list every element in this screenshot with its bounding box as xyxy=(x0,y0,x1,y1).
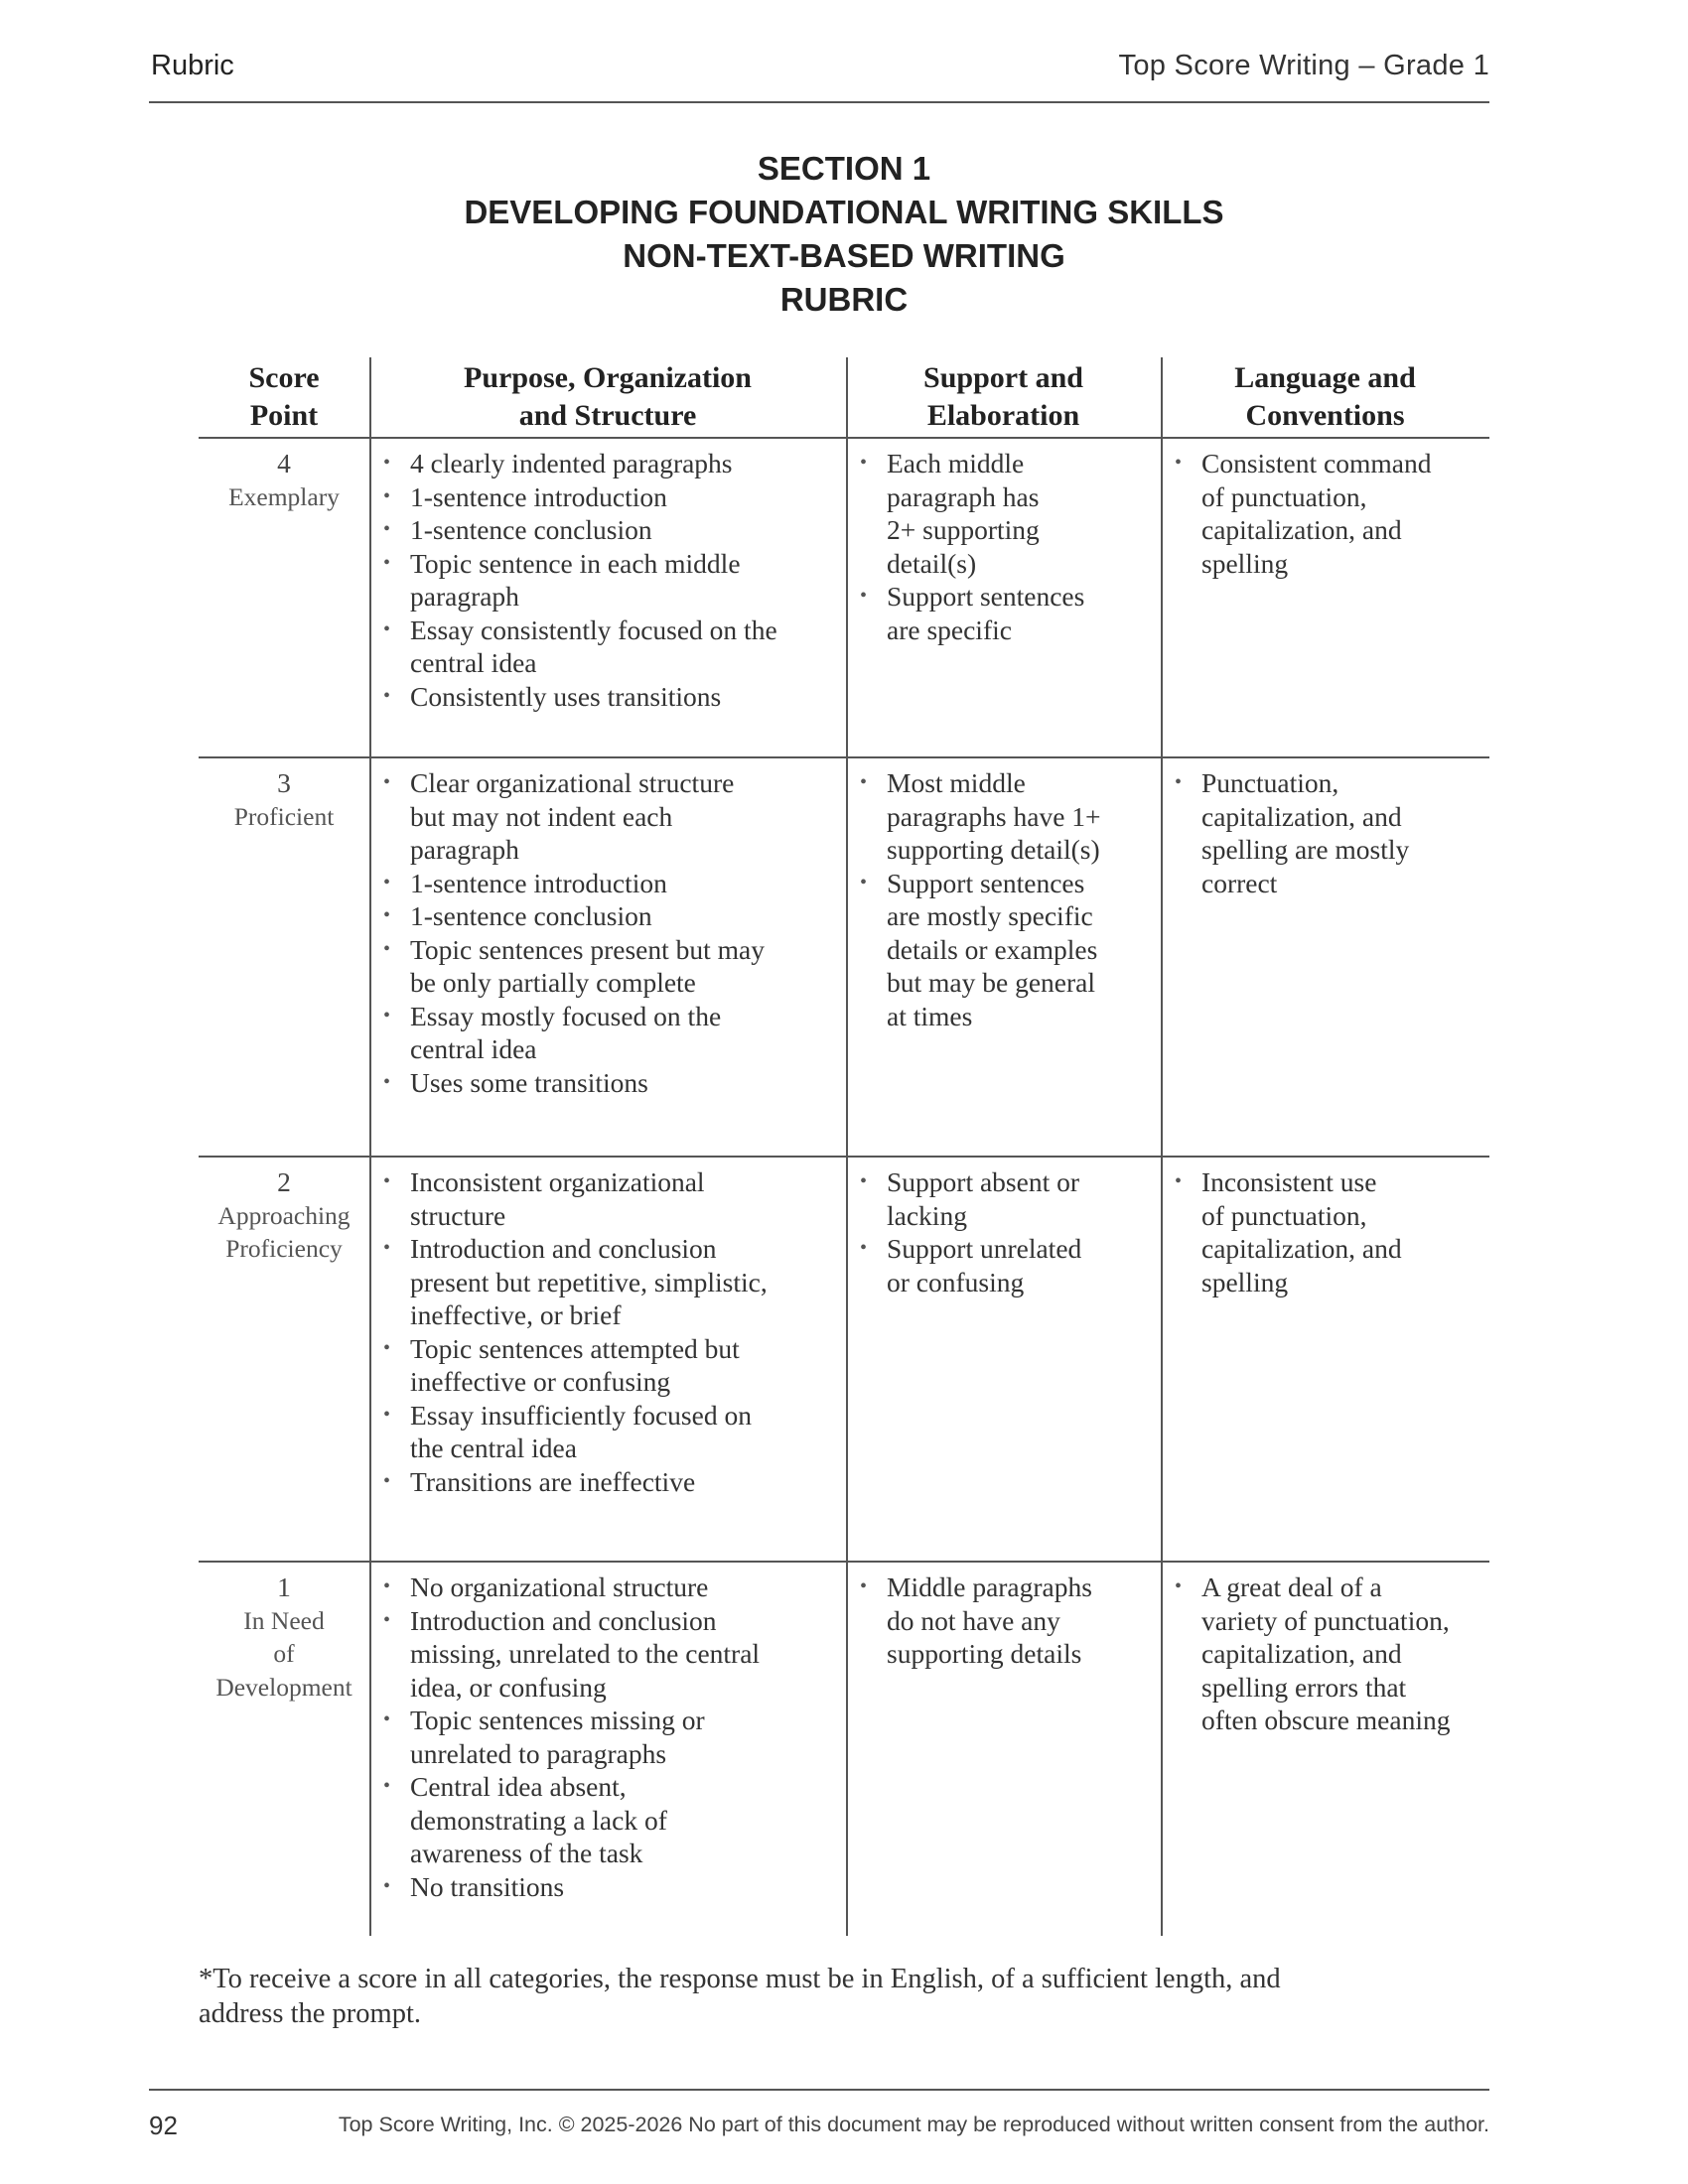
bullet-item: • Introduction and conclusion missing, unrelated to the central idea, or confusing xyxy=(410,1604,836,1705)
language-cell xyxy=(1161,1561,1489,1936)
bullet-item: • Consistently uses transitions xyxy=(410,680,836,714)
support-cell xyxy=(846,1561,1161,1936)
score-number: 2 xyxy=(277,1166,291,1197)
header-purpose: Purpose, Organization and Structure xyxy=(464,361,752,432)
column-divider xyxy=(369,357,371,1936)
bullet-list xyxy=(846,1156,1161,1298)
bullet-item: • Clear organizational structure but may not indent each paragraph xyxy=(410,766,836,867)
language-cell xyxy=(1161,437,1489,756)
bullet-item: • A great deal of a variety of punctuation, capitalization, and spelling errors that often obscure meaning xyxy=(1201,1570,1479,1737)
rubric-header-row xyxy=(199,357,1489,439)
document-title-block xyxy=(149,147,1539,322)
header-section-label: Rubric xyxy=(151,50,234,81)
score-label: Proficient xyxy=(233,801,335,831)
bullet-item: • Support sentences are specific xyxy=(887,580,1151,646)
bullet-item: • 1-sentence introduction xyxy=(410,867,836,900)
bullet-item: • Topic sentences missing or unrelated to paragraphs xyxy=(410,1704,836,1770)
bullet-item: • Consistent command of punctuation, capitalization, and spelling xyxy=(1201,447,1479,580)
header-book-title: Top Score Writing – Grade 1 xyxy=(1118,50,1489,81)
bullet-item: • 1-sentence conclusion xyxy=(410,899,836,933)
bullet-item: • Essay insufficiently focused on the central idea xyxy=(410,1399,836,1465)
bullet-list xyxy=(846,756,1161,1032)
bullet-item: • No transitions xyxy=(410,1870,836,1904)
rubric-row-score-2 xyxy=(199,1156,1489,1563)
score-label: Proficiency xyxy=(225,1234,343,1263)
header-language: Language and Conventions xyxy=(1234,361,1416,432)
bullet-list xyxy=(1161,1561,1489,1737)
bullet-item: • Middle paragraphs do not have any supporting details xyxy=(887,1570,1151,1671)
writing-type-title: NON-TEXT-BASED WRITING xyxy=(623,237,1065,274)
bullet-item: • Central idea absent, demonstrating a lack of awareness of the task xyxy=(410,1770,836,1870)
score-label: Development xyxy=(215,1672,352,1702)
purpose-cell xyxy=(369,437,846,756)
support-cell xyxy=(846,756,1161,1156)
score-point-cell xyxy=(199,1561,369,1936)
purpose-cell xyxy=(369,756,846,1156)
bullet-list xyxy=(1161,1156,1489,1298)
bullet-list xyxy=(846,437,1161,646)
support-cell xyxy=(846,1156,1161,1561)
bullet-item: • No organizational structure xyxy=(410,1570,836,1604)
footnote: *To receive a score in all categories, the response must be in English, of a sufficient length, and address the prompt. xyxy=(199,1964,1281,2029)
bullet-item: • Support sentences are mostly specific details or examples but may be general at times xyxy=(887,867,1151,1033)
bullet-item: • Topic sentence in each middle paragraph xyxy=(410,547,836,614)
language-cell xyxy=(1161,756,1489,1156)
section-subtitle: DEVELOPING FOUNDATIONAL WRITING SKILLS xyxy=(464,194,1224,230)
score-point-cell xyxy=(199,437,369,756)
bullet-item: • Inconsistent organizational structure xyxy=(410,1165,836,1232)
score-number: 4 xyxy=(277,448,291,478)
bullet-item: • 1-sentence introduction xyxy=(410,480,836,514)
bullet-list xyxy=(369,437,846,713)
bullet-item: • Support unrelated or confusing xyxy=(887,1232,1151,1298)
score-number: 3 xyxy=(277,767,291,798)
page-footer xyxy=(149,2089,1489,2140)
score-label: In Need xyxy=(243,1605,325,1635)
bullet-item: • Most middle paragraphs have 1+ supporting detail(s) xyxy=(887,766,1151,867)
bullet-item: • Punctuation, capitalization, and spelling are mostly correct xyxy=(1201,766,1479,899)
support-cell xyxy=(846,437,1161,756)
language-cell xyxy=(1161,1156,1489,1561)
header-score-point: Score Point xyxy=(248,361,320,432)
bullet-list xyxy=(369,756,846,1099)
bullet-list xyxy=(369,1156,846,1498)
score-point-cell xyxy=(199,756,369,1156)
bullet-item: • 1-sentence conclusion xyxy=(410,513,836,547)
score-label: of xyxy=(273,1639,295,1668)
bullet-item: • Topic sentences present but may be only partially complete xyxy=(410,933,836,1000)
purpose-cell xyxy=(369,1156,846,1561)
score-label: Approaching xyxy=(217,1200,351,1230)
page-header xyxy=(149,46,1489,103)
bullet-item: • Introduction and conclusion present but repetitive, simplistic, ineffective, or brief xyxy=(410,1232,836,1332)
bullet-item: • Topic sentences attempted but ineffective or confusing xyxy=(410,1332,836,1399)
bullet-item: • 4 clearly indented paragraphs xyxy=(410,447,836,480)
column-divider xyxy=(1161,357,1163,1936)
bullet-item: • Transitions are ineffective xyxy=(410,1465,836,1499)
bullet-item: • Essay mostly focused on the central idea xyxy=(410,1000,836,1066)
rubric-row-score-4 xyxy=(199,437,1489,758)
score-number: 1 xyxy=(277,1571,291,1602)
bullet-item: • Support absent or lacking xyxy=(887,1165,1151,1232)
rubric-row-score-3 xyxy=(199,756,1489,1158)
score-label: Exemplary xyxy=(228,481,340,511)
header-support: Support and Elaboration xyxy=(923,361,1083,432)
bullet-item: • Inconsistent use of punctuation, capitalization, and spelling xyxy=(1201,1165,1479,1298)
copyright-notice: Top Score Writing, Inc. © 2025-2026 No part of this document may be reproduced without written consent from the author. xyxy=(338,2113,1489,2136)
section-title: SECTION 1 xyxy=(757,150,931,187)
bullet-item: • Each middle paragraph has 2+ supporting detail(s) xyxy=(887,447,1151,580)
purpose-cell xyxy=(369,1561,846,1936)
bullet-list xyxy=(369,1561,846,1903)
bullet-list xyxy=(1161,756,1489,899)
rubric-row-score-1 xyxy=(199,1561,1489,1936)
column-divider xyxy=(846,357,848,1936)
bullet-item: • Essay consistently focused on the central idea xyxy=(410,614,836,680)
bullet-item: • Uses some transitions xyxy=(410,1066,836,1100)
bullet-list xyxy=(846,1561,1161,1671)
score-point-cell xyxy=(199,1156,369,1561)
page-number: 92 xyxy=(149,2111,178,2140)
rubric-title: RUBRIC xyxy=(779,281,909,318)
bullet-list xyxy=(1161,437,1489,580)
